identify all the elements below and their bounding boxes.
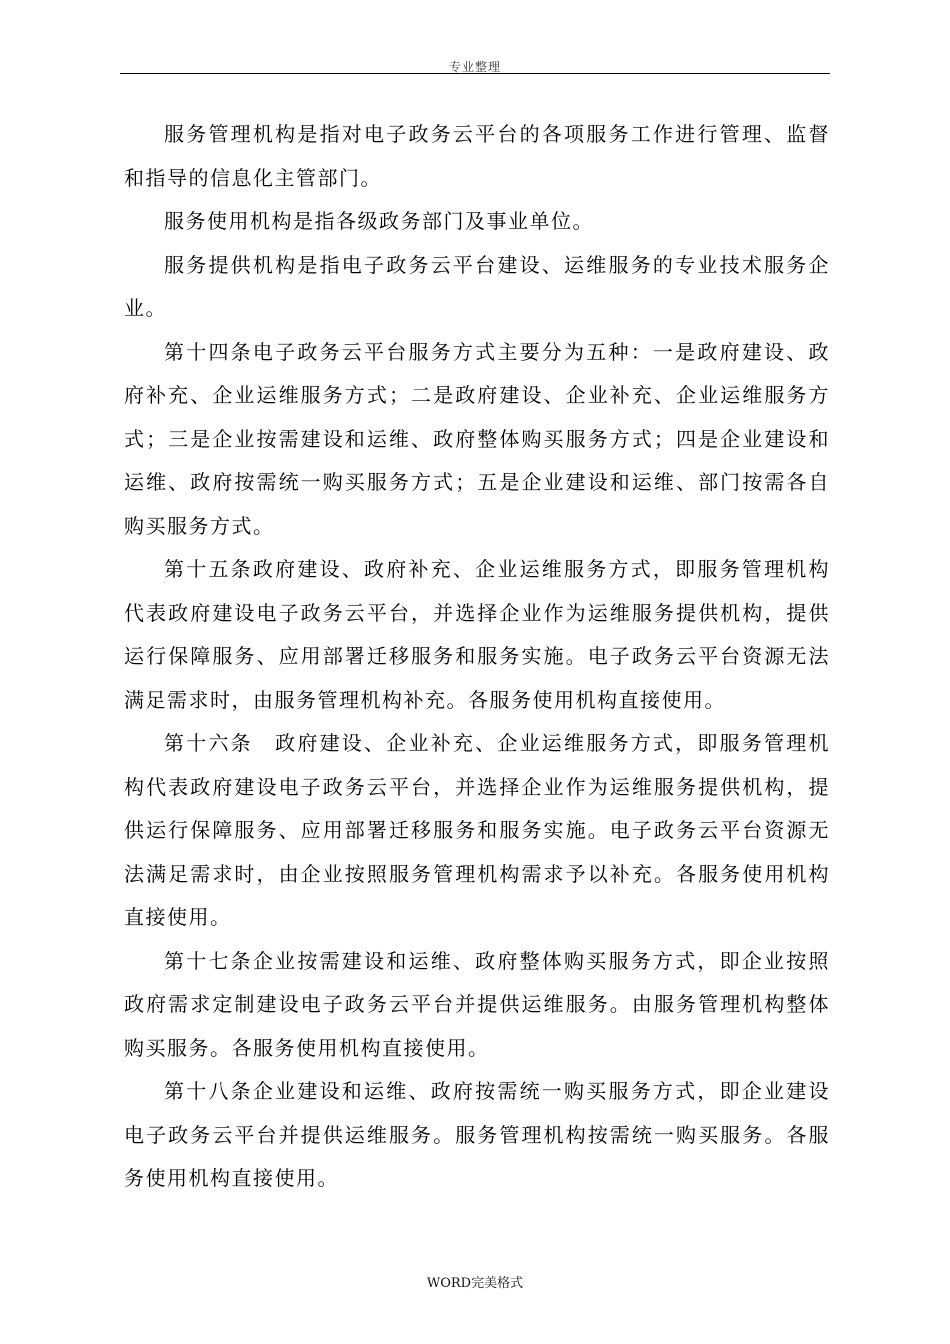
paragraph-service-management: 服务管理机构是指对电子政务云平台的各项服务工作进行管理、监督和指导的信息化主管部门。: [124, 122, 830, 190]
paragraph-article-15: 第十五条政府建设、政府补充、企业运维服务方式，即服务管理机构代表政府建设电子政务云平台，并选择企业作为运维服务提供机构，提供运行保障服务、应用部署迁移服务和服务实施。电子政务云平台资源无法满足需求时，由服务管理机构补充。各服务使用机构直接使用。: [124, 557, 830, 712]
paragraph-service-users: 服务使用机构是指各级政务部门及事业单位。: [164, 209, 594, 233]
paragraph-article-18: 第十八条企业建设和运维、政府按需统一购买服务方式，即企业建设电子政务云平台并提供运维服务。服务管理机构按需统一购买服务。各服务使用机构直接使用。: [124, 1079, 830, 1190]
header-divider: [120, 73, 830, 74]
paragraph-service-providers: 服务提供机构是指电子政务云平台建设、运维服务的专业技术服务企业。: [124, 252, 830, 320]
paragraph-article-14: 第十四条电子政务云平台服务方式主要分为五种：一是政府建设、政府补充、企业运维服务方式；二是政府建设、企业补充、企业运维服务方式；三是企业按需建设和运维、政府整体购买服务方式；四是企业建设和运维、政府按需统一购买服务方式；五是企业建设和运维、部门按需各自购买服务方式。: [124, 339, 830, 538]
page-header: 专业整理: [448, 60, 501, 74]
paragraph-article-17: 第十七条企业按需建设和运维、政府整体购买服务方式，即企业按照政府需求定制建设电子政务云平台并提供运维服务。由服务管理机构整体购买服务。各服务使用机构直接使用。: [124, 948, 830, 1060]
page-footer: WORD完美格式: [426, 1276, 524, 1291]
paragraph-article-16: 第十六条 政府建设、企业补充、企业运维服务方式，即服务管理机构代表政府建设电子政务云平台，并选择企业作为运维服务提供机构，提供运行保障服务、应用部署迁移服务和服务实施。电子政务云平台资源无法满足需求时，由企业按照服务管理机构需求予以补充。各服务使用机构直接使用。: [124, 731, 830, 929]
document-body: [124, 113, 830, 1201]
